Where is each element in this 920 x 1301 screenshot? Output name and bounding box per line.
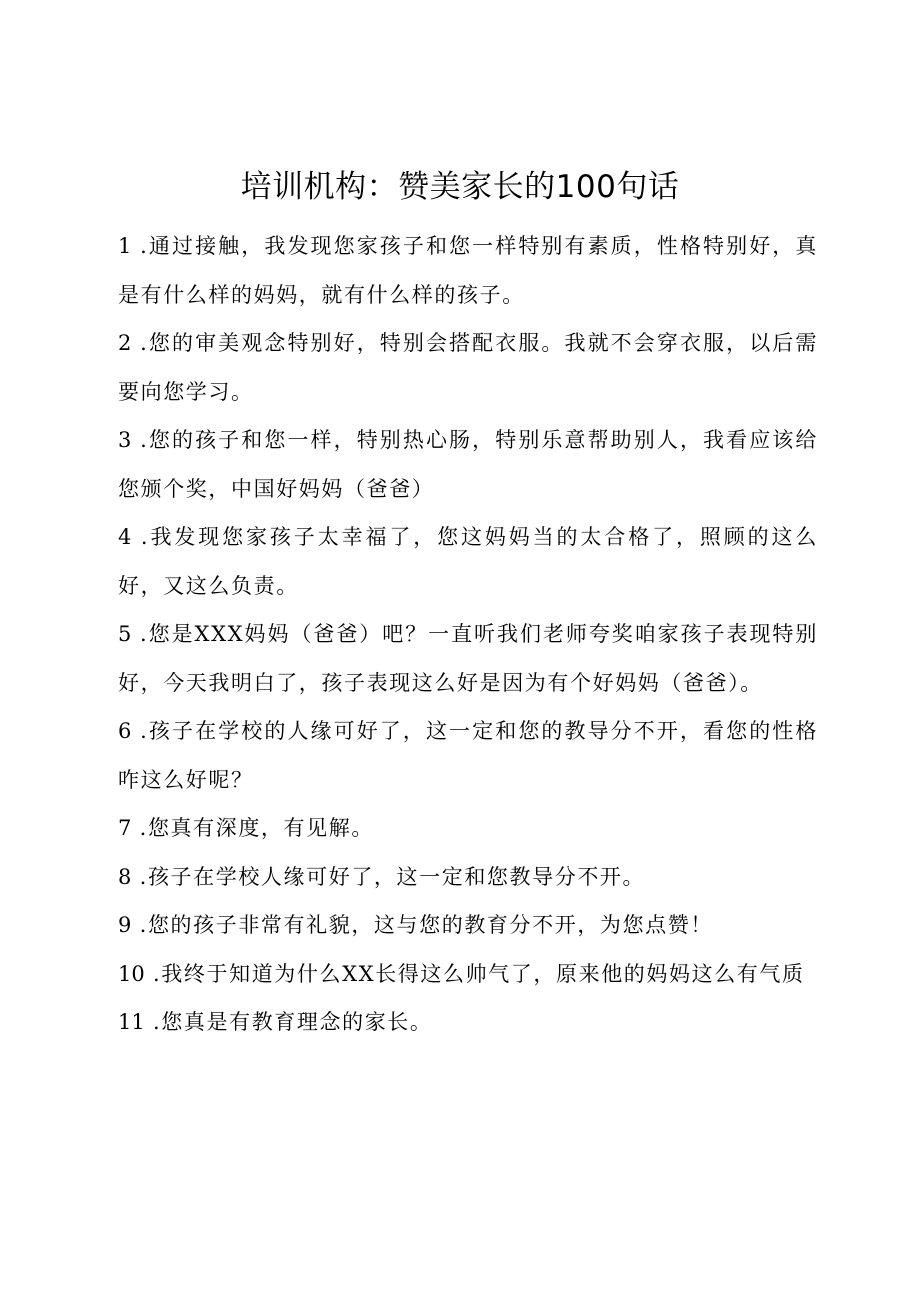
item-number: 2 [118, 331, 132, 355]
item-text: 您真有深度，有见解。 [147, 816, 374, 840]
list-item: 3 .您的孩子和您一样，特别热心肠，特别乐意帮助别人，我看应该给您颁个奖，中国好妈妈（爸爸） [118, 428, 818, 501]
item-text: 我终于知道为什么XX长得这么帅气了，原来他的妈妈这么有气质 [161, 961, 805, 986]
item-text: 孩子在学校人缘可好了，这一定和您教导分不开。 [147, 864, 646, 889]
item-number: 7 [118, 816, 132, 840]
item-text: 通过接触，我发现您家孩子和您一样特别有素质，性格特别好，真是有什么样的妈妈，就有什么样的孩子。 [118, 234, 818, 307]
list-item: 6 .孩子在学校的人缘可好了，这一定和您的教导分不开，看您的性格咋这么好呢？ [118, 719, 818, 792]
list-item: 9 .您的孩子非常有礼貌，这与您的教育分不开，为您点赞！ [118, 913, 713, 937]
item-number: 8 [118, 864, 132, 889]
compliment-list [118, 222, 818, 1047]
item-text: 您的孩子和您一样，特别热心肠，特别乐意帮助别人，我看应该给您颁个奖，中国好妈妈（爸爸） [118, 428, 818, 501]
item-text: 您是XXX妈妈（爸爸）吧？一直听我们老师夸奖咱家孩子表现特别好，今天我明白了，孩子表现这么好是因为有个好妈妈（爸爸）。 [118, 622, 818, 695]
item-text: 我发现您家孩子太幸福了，您这妈妈当的太合格了，照顾的这么好，又这么负责。 [118, 525, 818, 598]
list-item: 10 .我终于知道为什么XX长得这么帅气了，原来他的妈妈这么有气质 [118, 961, 805, 986]
document-title: 培训机构：赞美家长的100句话 [240, 169, 680, 205]
list-item: 11 .您真是有教育理念的家长。 [118, 1010, 433, 1034]
item-number: 9 [118, 913, 132, 937]
item-text: 您真是有教育理念的家长。 [161, 1010, 433, 1034]
list-item: 1 .通过接触，我发现您家孩子和您一样特别有素质，性格特别好，真是有什么样的妈妈，就有什么样的孩子。 [118, 234, 818, 307]
item-number: 3 [118, 428, 132, 452]
list-item: 7 .您真有深度，有见解。 [118, 816, 374, 840]
list-item: 8 .孩子在学校人缘可好了，这一定和您教导分不开。 [118, 864, 646, 889]
list-item: 2 .您的审美观念特别好，特别会搭配衣服。我就不会穿衣服，以后需要向您学习。 [118, 331, 818, 404]
list-item: 4 .我发现您家孩子太幸福了，您这妈妈当的太合格了，照顾的这么好，又这么负责。 [118, 525, 818, 598]
item-text: 您的孩子非常有礼貌，这与您的教育分不开，为您点赞！ [147, 913, 713, 937]
item-number: 10 [118, 961, 145, 986]
item-text: 您的审美观念特别好，特别会搭配衣服。我就不会穿衣服，以后需要向您学习。 [118, 331, 818, 404]
item-number: 5 [118, 622, 132, 646]
item-number: 6 [118, 719, 132, 743]
list-item: 5 .您是XXX妈妈（爸爸）吧？一直听我们老师夸奖咱家孩子表现特别好，今天我明白了，孩子表现这么好是因为有个好妈妈（爸爸）。 [118, 622, 818, 695]
item-number: 1 [118, 234, 132, 258]
item-number: 4 [118, 525, 132, 549]
item-number: 11 [118, 1010, 145, 1034]
item-text: 孩子在学校的人缘可好了，这一定和您的教导分不开，看您的性格咋这么好呢？ [118, 719, 818, 792]
